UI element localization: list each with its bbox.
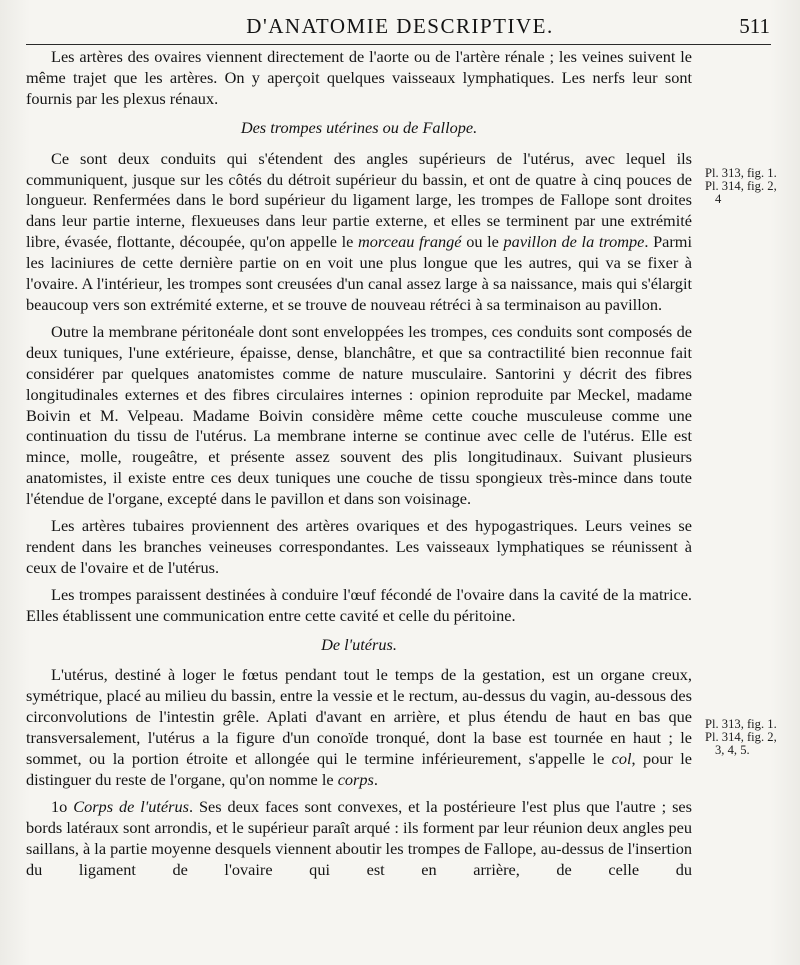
running-header — [0, 14, 800, 42]
text-run: . Parmi les laciniures de cette dernière partie on en voit une plus longue que les autres, qui va se fixer à l'ovaire. A l'intérieur, les trompes sont creusées d'un canal assez large à sa naissance, mais qui s'élargit beaucoup vers son extrémité externe, et se trouve de nouveau rétréci à sa terminaison au pavillon. — [26, 232, 692, 314]
trompes-paragraph-2: Outre la membrane péritonéale dont sont enveloppées les trompes, ces conduits sont composés de deux tuniques, l'une extérieure, épaisse, dense, blanchâtre, et que sa contractilité bien reconnue fait considérer par quelques anatomistes comme de nature musculaire. Santorini y décrit des fibres longitudinales externes et des fibres circulaires internes : opinion reproduite par Meckel, madame Boivin et M. Velpeau. Madame Boivin considère même cette couche musculeuse comme une continuation du tissu de l'utérus. La membrane interne se continue avec celle de l'utérus. Elle est mince, molle, rougeâtre, et présente assez souvent des plis longitudinaux. Suivant plusieurs anatomistes, il existe entre ces deux tuniques une couche de tissu spongieux très-mince dans toute l'étendue de l'organe, excepté dans le pavillon et dans son voisinage. — [26, 321, 692, 509]
plate-ref: Pl. 313, fig. 1. — [705, 166, 777, 180]
term-morceau-frange: morceau frangé — [358, 232, 462, 252]
term-corps: corps — [337, 770, 374, 789]
plate-ref: 4 — [715, 192, 722, 206]
margin-note-plates-uterus — [705, 718, 797, 757]
text-run: , pour le distinguer du reste de l'organe, qu'on nomme le — [26, 749, 692, 789]
text-run: Ce sont deux conduits qui s'étendent des angles supérieurs de l'utérus, avec lequel ils communiquent, jusque sur les côtés du détroit supérieur du bassin, et ont de quatre à cinq pouces de longueur. Renfermées dans le bord supérieur du ligament large, les trompes de Fallope sont droites dans leur partie interne, flexueuses dans leur partie externe, et elles se terminent par une extrémité libre, évasée, flottante, découpée, qu'on appelle le — [26, 148, 692, 252]
text-run: . Ses deux faces sont convexes, et la postérieure l'est plus que l'autre ; ses bords latéraux sont arrondis, et le supérieur paraît arqué : ils forment par leur réunion deux angles peu saillans, à la partie moyenne desquels viennent aboutir les trompes de Fallope, au-dessus de l'insertion du ligament de l'ovaire qui est en arrière, de celle du — [26, 796, 692, 879]
text-run: ou le — [461, 232, 504, 252]
term-col: col — [611, 749, 632, 769]
trompes-paragraph-3: Les artères tubaires proviennent des artères ovariques et des hypogastriques. Leurs veines se rendent dans les branches veineuses correspondantes. Les vaisseaux lymphatiques se réunissent à ceux de l'ovaire et de l'utérus. — [26, 516, 692, 577]
section-heading-trompes: Des trompes utérines ou de Fallope. — [240, 117, 478, 137]
plate-ref: Pl. 314, fig. 2, — [705, 179, 777, 193]
text-run: L'utérus, destiné à loger le fœtus pendant tout le temps de la gestation, est un organe creux, symétrique, placé au milieu du bassin, entre la vessie et le rectum, au-dessus du vagin, au-dessous des circonvolutions de l'intestin grêle. Aplati d'avant en arrière, et plus étendu de haut en bas que transversalement, l'utérus a la figure d'un conoïde tronqué, dont la base est tournée en haut ; le sommet, ou la portion étroite et allongée qui le termine inférieurement, s'appelle le — [26, 665, 692, 769]
enumeration: 1o — [51, 796, 74, 816]
term-corps-uterus: Corps de l'utérus — [73, 796, 189, 816]
term-pavillon: pavillon de la trompe — [503, 232, 645, 252]
trompes-paragraph-1 — [26, 149, 692, 316]
header-rule — [26, 44, 771, 45]
section-heading-uterus: De l'utérus. — [321, 634, 397, 654]
text-run: . — [373, 770, 378, 789]
plate-ref: Pl. 314, fig. 2, — [705, 730, 777, 744]
running-title: D'ANATOMIE DESCRIPTIVE. — [246, 14, 554, 38]
margin-note-plates-trompes — [705, 167, 797, 206]
uterus-paragraph-2 — [26, 797, 692, 881]
plate-ref: Pl. 313, fig. 1. — [705, 717, 777, 731]
text-column — [26, 47, 692, 887]
intro-paragraph: Les artères des ovaires viennent directement de l'aorte ou de l'artère rénale ; les veines suivent le même trajet que les artères. On y aperçoit quelques vaisseaux lymphatiques. Les nerfs leur sont fournis par les plexus rénaux. — [26, 47, 692, 108]
page-number: 511 — [739, 14, 770, 38]
plate-ref: 3, 4, 5. — [715, 743, 750, 757]
uterus-paragraph-1 — [26, 665, 692, 790]
trompes-paragraph-4: Les trompes paraissent destinées à conduire l'œuf fécondé de l'ovaire dans la cavité de la matrice. Elles établissent une communication entre cette cavité et celle du péritoine. — [26, 584, 692, 625]
